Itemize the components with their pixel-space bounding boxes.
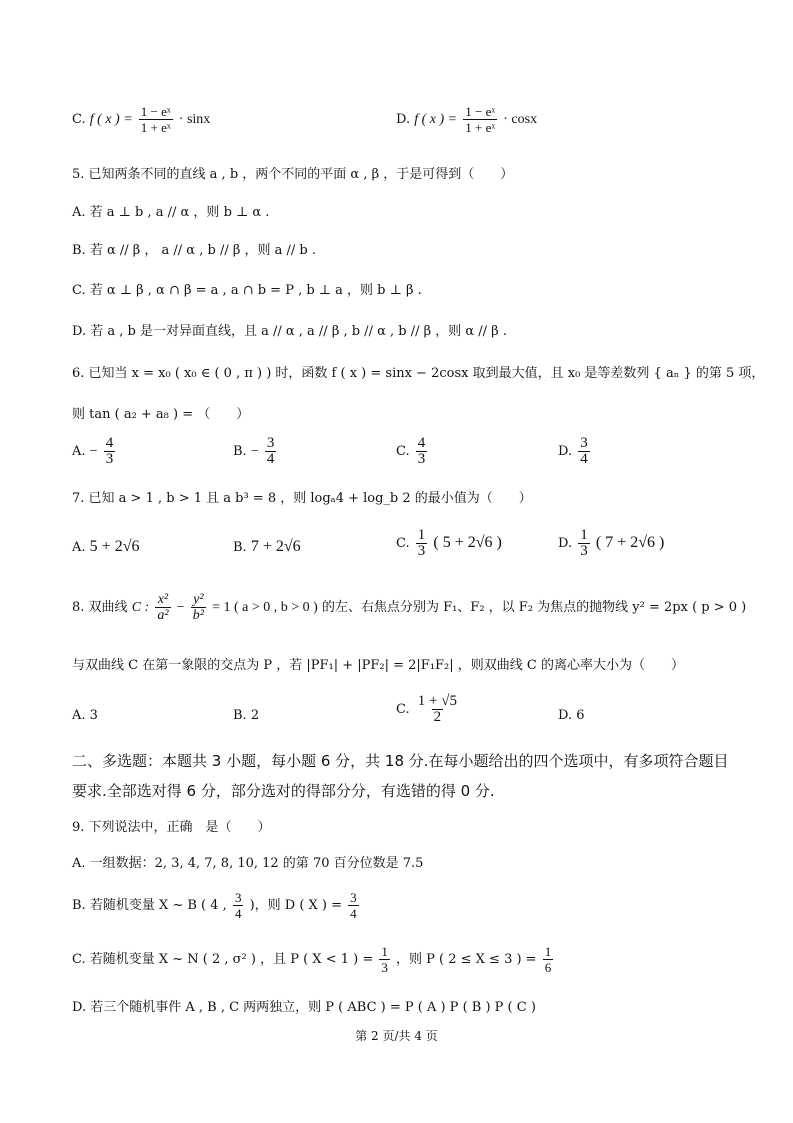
option-label: D. — [558, 444, 573, 459]
q9-option-c — [72, 944, 555, 975]
math-tail: · cosx — [503, 112, 538, 127]
q8-option-d: D. 6 — [558, 708, 585, 723]
numerator: 3 — [266, 435, 275, 451]
q7-option-c — [396, 528, 502, 559]
numerator: 4 — [417, 435, 426, 451]
numerator: 4 — [105, 435, 114, 451]
q5-stem: 5. 已知两条不同的直线 a , b ，两个不同的平面 α , β ，于是可得到（ ） — [72, 167, 514, 182]
option-value: 7 + 2√6 — [250, 538, 301, 555]
numerator: 1 − eˣ — [465, 104, 496, 119]
q5-option-b: B. 若 α // β ， a // α , b // β ，则 a // b . — [72, 243, 316, 258]
denominator: a² — [157, 608, 169, 623]
q9-option-d: D. 若三个随机事件 A , B , C 两两独立，则 P ( ABC ) = P ( A ) P ( B ) P ( C ) — [72, 1000, 536, 1015]
sign: − — [89, 444, 98, 459]
fraction — [416, 436, 428, 467]
fraction — [416, 528, 428, 559]
denominator: 3 — [580, 543, 588, 559]
option-label: C. — [396, 702, 410, 717]
denominator: 4 — [234, 906, 242, 921]
text: )，则 D ( X ) = — [249, 898, 343, 913]
numerator: 1 + √5 — [417, 693, 457, 709]
option-label: A. — [72, 444, 86, 459]
math-tail: · sinx — [178, 112, 211, 127]
fraction — [233, 890, 244, 921]
q8-stem-line1 — [72, 592, 746, 623]
q8-option-a: A. 3 — [72, 708, 98, 723]
q5-option-c: C. 若 α ⊥ β , α ∩ β = a , a ∩ b = P , b ⊥ a ，则 b ⊥ β . — [72, 283, 422, 298]
option-label: C. — [396, 444, 410, 459]
numerator: 3 — [350, 890, 357, 905]
text: B. 若随机变量 X ~ B ( 4 , — [72, 898, 227, 913]
option-label: C. — [396, 536, 410, 551]
math-lhs: f ( x ) = — [89, 112, 133, 127]
fraction — [265, 436, 277, 467]
q8-stem-line2: 与双曲线 C 在第一象限的交点为 P ，若 |PF₁| + |PF₂| = 2|F₁F₂| ，则双曲线 C 的离心率大小为（ ） — [72, 658, 684, 673]
option-label: B. — [233, 540, 247, 555]
numerator: 3 — [234, 890, 242, 905]
option-label: D. — [396, 112, 411, 127]
text: ，则 P ( 2 ≤ X ≤ 3 ) = — [396, 952, 537, 967]
sign: − — [250, 444, 259, 459]
q6-option-b — [233, 436, 278, 467]
option-value: ( 7 + 2√6 ) — [595, 534, 665, 551]
q9-stem: 9. 下列说法中，正确 是（ ） — [72, 820, 271, 835]
section-heading: 二、多选题：本题共 3 小题，每小题 6 分，共 18 分.在每小题给出的四个选项中，有多项符合题目要求.全部选对得 6 分，部分选对的得部分分，有选错的得 0 分. — [72, 752, 729, 800]
q7-option-b — [233, 538, 301, 556]
numerator: 1 — [417, 527, 426, 543]
denominator: 4 — [266, 451, 275, 467]
numerator: 1 — [381, 944, 388, 959]
q5-option-d: D. 若 a , b 是一对异面直线，且 a // α , a // β , b // α , b // β ，则 α // β . — [72, 324, 507, 339]
denominator: 3 — [417, 543, 426, 559]
q6-option-c — [396, 436, 429, 467]
q4-option-c — [72, 104, 210, 135]
fraction — [416, 694, 459, 725]
fraction — [578, 528, 590, 559]
numerator: 1 — [580, 527, 588, 543]
text: 的左、右焦点分别为 F₁、F₂ ，以 F₂ 为焦点的抛物线 y² = 2px ( p > 0 ) — [321, 600, 747, 615]
denominator: 2 — [433, 709, 442, 725]
denominator: 6 — [544, 960, 552, 975]
fraction — [191, 592, 206, 623]
denominator: 3 — [381, 960, 388, 975]
fraction — [543, 944, 554, 975]
numerator: 1 — [544, 944, 552, 959]
option-label: A. — [72, 540, 86, 555]
numerator: y² — [193, 592, 204, 607]
option-label: B. — [233, 444, 247, 459]
q6-option-a — [72, 436, 117, 467]
option-value: ( 5 + 2√6 ) — [433, 534, 502, 551]
fraction — [139, 104, 173, 135]
fraction — [348, 890, 359, 921]
q9-option-b — [72, 890, 361, 921]
q9-option-a: A. 一组数据：2, 3, 4, 7, 8, 10, 12 的第 70 百分位数是 7.5 — [72, 856, 424, 871]
equation-tail: = 1 ( a > 0 , b > 0 ) — [212, 600, 318, 615]
numerator: x² — [157, 592, 169, 607]
option-label: D. — [558, 536, 573, 551]
q8-option-c — [396, 694, 461, 725]
text: 8. 双曲线 — [72, 600, 128, 615]
math-lhs: C : — [131, 600, 150, 615]
option-label: C. — [72, 112, 86, 127]
denominator: 4 — [350, 906, 357, 921]
q6-stem-line1: 6. 已知当 x = x₀ ( x₀ ∈ ( 0 , π ) ) 时，函数 f ( x ) = sinx − 2cosx 取到最大值，且 x₀ 是等差数列 { aₙ } 的第 5 项， — [72, 366, 765, 381]
text: C. 若随机变量 X ~ N ( 2 , σ² ) ，且 P ( X < 1 ) = — [72, 952, 374, 967]
q6-option-d — [558, 436, 592, 467]
fraction — [379, 944, 390, 975]
option-value: 5 + 2√6 — [89, 538, 140, 555]
fraction — [578, 436, 590, 467]
q6-stem-line2: 则 tan ( a₂ + a₈ ) = （ ） — [72, 407, 250, 422]
q8-option-b: B. 2 — [233, 708, 260, 723]
q5-option-a: A. 若 a ⊥ b , a // α ，则 b ⊥ α . — [72, 205, 270, 220]
math-lhs: f ( x ) = — [414, 112, 458, 127]
fraction — [463, 104, 497, 135]
denominator: 3 — [105, 451, 114, 467]
numerator: 3 — [580, 435, 588, 451]
fraction — [104, 436, 116, 467]
denominator: 1 + eˣ — [465, 120, 496, 135]
q4-option-d — [396, 104, 537, 135]
page-footer: 第 2 页/共 4 页 — [355, 1029, 438, 1043]
minus: − — [176, 600, 185, 615]
q7-option-d — [558, 528, 664, 559]
denominator: b² — [192, 608, 204, 623]
denominator: 3 — [417, 451, 426, 467]
denominator: 1 + eˣ — [140, 120, 171, 135]
denominator: 4 — [580, 451, 588, 467]
fraction — [155, 592, 170, 623]
q7-option-a — [72, 538, 139, 556]
q7-stem: 7. 已知 a > 1 , b > 1 且 a b³ = 8 ，则 logₐ4 + log_b 2 的最小值为（ ） — [72, 491, 532, 506]
numerator: 1 − eˣ — [140, 104, 171, 119]
